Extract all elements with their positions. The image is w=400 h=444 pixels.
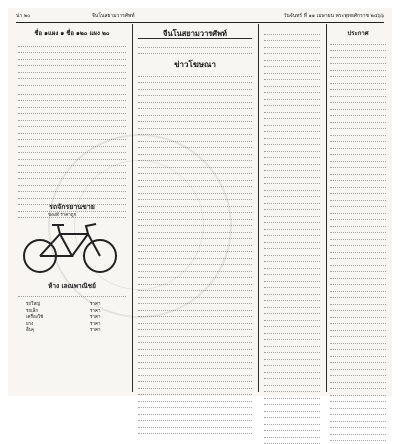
ad-text-block xyxy=(18,40,126,86)
row-name: รถใหญ่ xyxy=(26,302,41,307)
bicycle-seat xyxy=(52,225,64,234)
row-name: เครื่องใช้ xyxy=(26,315,44,320)
row-name: อื่นๆ xyxy=(26,328,35,333)
col4-text-block xyxy=(330,38,386,441)
ad-heading: ชื่อ ๑แผง ๑ ชื่อ ๑๒๐ แผง ๒๐ xyxy=(34,30,110,37)
masthead-title: จีนโนสยามวารศัพท์ xyxy=(163,29,227,38)
price-table xyxy=(18,300,126,333)
news-heading: ข่าวโฆษณา xyxy=(174,59,216,69)
masthead-rule xyxy=(138,38,252,39)
row-name: รถเล็ก xyxy=(26,308,39,314)
bicycle-handlebar xyxy=(86,224,96,234)
row-price: ราคา xyxy=(90,315,101,320)
left-text-block xyxy=(18,88,126,218)
row-price: ราคา xyxy=(90,308,101,314)
newspaper-page xyxy=(8,8,392,396)
bicycle-frame xyxy=(40,234,100,256)
page-number: น่า ๒๐ xyxy=(16,13,31,19)
col3-text-block xyxy=(264,28,320,444)
masthead-text xyxy=(138,41,252,54)
shop-title: ห้าง เลณพาณิชย์ xyxy=(48,282,96,290)
row-price: ราคา xyxy=(90,302,101,307)
bicycle-illustration xyxy=(14,212,126,276)
table-row xyxy=(18,326,126,333)
issue-date: วันจันทร์ ที่ ๑๑ เมษายน พระพุทธศักราช ๒๔๖๖ xyxy=(283,13,384,19)
page-header xyxy=(16,10,384,23)
row-price: ราคา xyxy=(90,328,101,333)
shop-text xyxy=(18,290,126,297)
publication-name: จีนโนสยามวารศัพท์ xyxy=(92,13,135,19)
news-text-block xyxy=(138,70,252,434)
column-divider xyxy=(326,24,327,392)
row-price: ราคา xyxy=(90,321,101,327)
bicycle-ad-title: รถจักรยานขาย xyxy=(49,202,95,211)
right-column-heading: ประกาศ xyxy=(347,30,369,37)
bicycle-ad-subtitle: ของดี ราคาถูก xyxy=(48,213,77,218)
row-name: ยาง xyxy=(26,321,34,327)
column-divider xyxy=(258,24,259,392)
